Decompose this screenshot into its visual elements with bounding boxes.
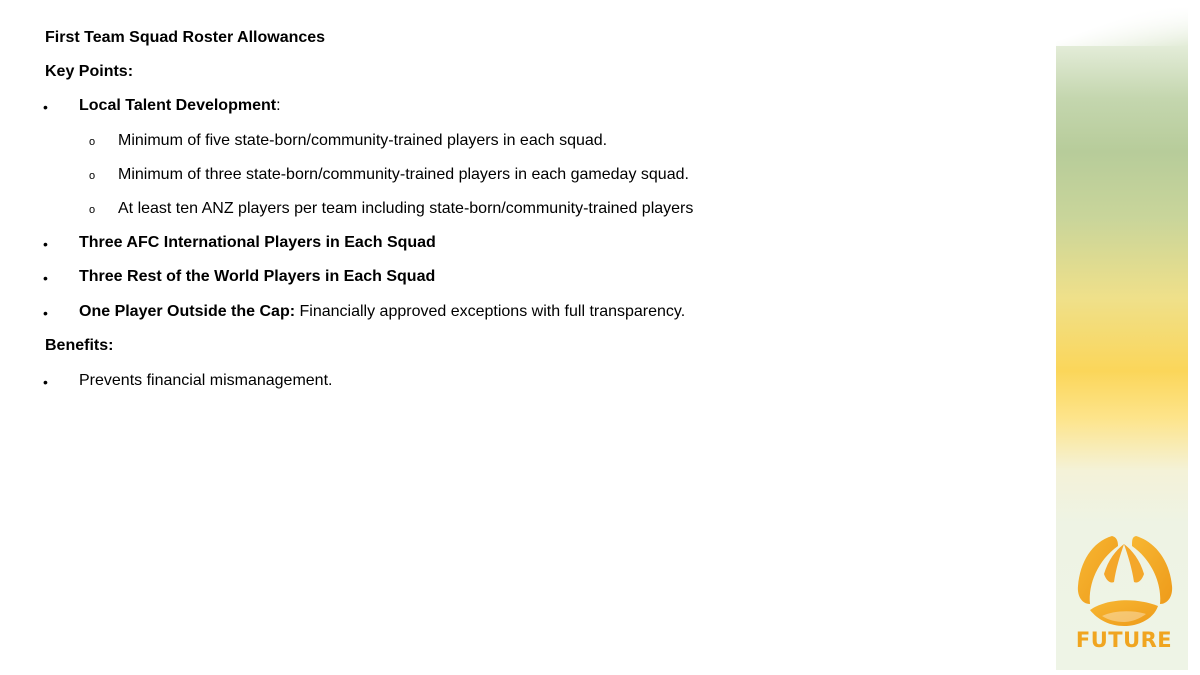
key-point-text: Financially approved exceptions with full transparency.: [295, 303, 686, 320]
key-point-item: [79, 302, 685, 322]
sub-bullet-icon: o: [89, 204, 96, 216]
benefit-item: Prevents financial mismanagement.: [79, 372, 333, 389]
bullet-icon: •: [43, 99, 48, 115]
slide-heading: First Team Squad Roster Allowances: [45, 29, 326, 46]
bullet-icon: •: [43, 270, 48, 286]
sub-bullet-icon: o: [89, 136, 96, 148]
sub-item: Minimum of three state-born/community-trained players in each gameday squad.: [118, 166, 689, 183]
logo-text: FUTURE: [1075, 628, 1173, 652]
key-point-text: :: [276, 97, 281, 114]
key-points-label: Key Points:: [45, 63, 134, 80]
benefits-label: Benefits:: [45, 337, 114, 354]
key-point-title: Three Rest of the World Players in Each Squad: [79, 268, 436, 285]
bullet-icon: •: [43, 236, 48, 252]
sub-bullet-icon: o: [89, 170, 96, 182]
key-point-item: [79, 233, 436, 253]
key-point-item: [79, 96, 281, 116]
key-point-title: Local Talent Development: [79, 97, 277, 114]
sub-item: At least ten ANZ players per team including state-born/community-trained players: [118, 200, 694, 217]
sub-item: Minimum of five state-born/community-trained players in each squad.: [118, 132, 608, 149]
bullet-icon: •: [43, 305, 48, 321]
key-point-title: One Player Outside the Cap:: [79, 303, 296, 320]
key-point-item: [79, 267, 435, 287]
key-point-title: Three AFC International Players in Each Squad: [79, 234, 436, 251]
bullet-icon: •: [43, 374, 48, 390]
